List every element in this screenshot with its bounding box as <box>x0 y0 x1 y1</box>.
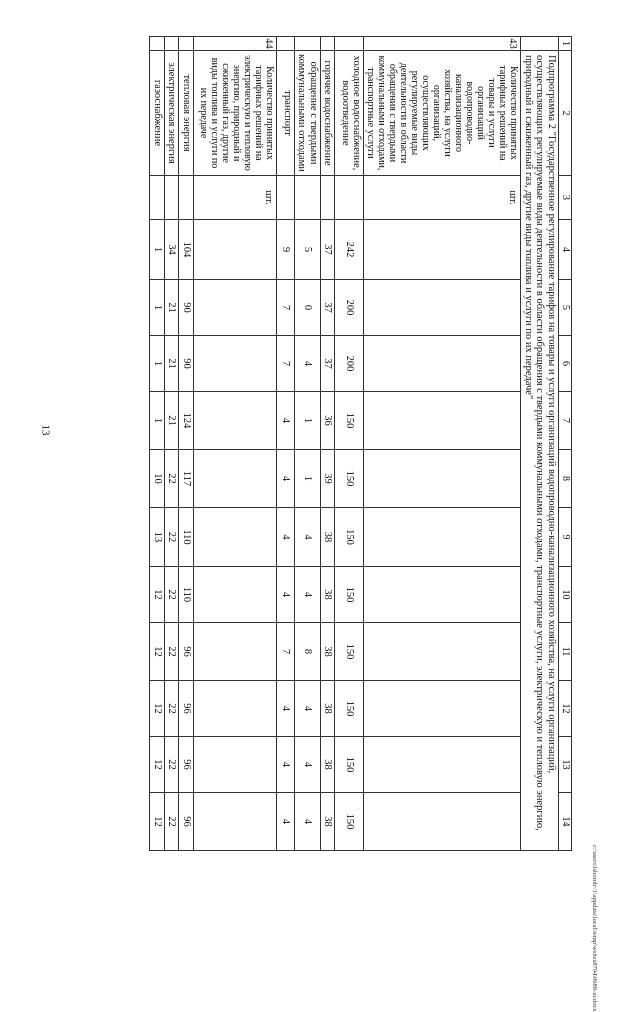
value-cell: 150 <box>335 737 364 793</box>
value-cell <box>364 220 521 280</box>
indicator-name-cell: газоснабжение <box>150 51 165 176</box>
table-row <box>165 37 180 851</box>
table-row <box>321 37 336 851</box>
unit-cell <box>165 176 180 220</box>
value-cell <box>194 450 277 508</box>
value-cell: 4 <box>295 567 321 623</box>
value-cell: 12 <box>150 567 165 623</box>
unit-cell <box>321 176 336 220</box>
value-cell: 7 <box>277 336 295 392</box>
footer-file-path: c:\users\lsboroh~1\appdata\local\temp\wsites8794\0688-ur.docx <box>591 845 598 1012</box>
value-cell: 38 <box>321 793 336 851</box>
header-cell: 8 <box>559 450 572 508</box>
value-cell: 4 <box>295 793 321 851</box>
value-cell: 117 <box>179 450 194 508</box>
unit-cell: шт. <box>364 176 521 220</box>
value-cell: 4 <box>277 392 295 450</box>
value-cell: 37 <box>321 336 336 392</box>
header-cell: 12 <box>559 681 572 737</box>
value-cell: 200 <box>335 280 364 336</box>
value-cell <box>364 681 521 737</box>
value-cell: 4 <box>295 737 321 793</box>
header-cell: 14 <box>559 793 572 851</box>
value-cell: 22 <box>165 450 180 508</box>
value-cell <box>194 567 277 623</box>
value-cell: 21 <box>165 336 180 392</box>
value-cell: 242 <box>335 220 364 280</box>
value-cell: 1 <box>150 392 165 450</box>
value-cell: 1 <box>150 336 165 392</box>
header-cell: 2 <box>559 51 572 176</box>
value-cell <box>194 793 277 851</box>
header-cell: 13 <box>559 737 572 793</box>
value-cell <box>194 392 277 450</box>
value-cell: 34 <box>165 220 180 280</box>
row-number-cell <box>179 37 194 51</box>
value-cell: 4 <box>277 737 295 793</box>
value-cell <box>194 280 277 336</box>
value-cell: 22 <box>165 793 180 851</box>
row-number-cell: 44 <box>194 37 277 51</box>
value-cell <box>194 336 277 392</box>
subprogram-title: Подпрограмма 2 "Государственное регулирование тарифов на товары и услуги организаций водопроводно-канализационного хозяйства, на услуги организаций, осуществляющих регулируемые виды деятельности в области обращения с твердыми коммунальными отходами, транспортные услуги, электрическую и тепловую энергию, природный и сжиженный газ, другие виды топлива и услуги по их передаче" <box>521 51 559 851</box>
indicator-name-cell: Количество принятых тарифных решений на электрическую и тепловую энергию, природный и сжиженный газ, другие виды топлива и услуги по их передаче <box>194 51 277 176</box>
header-cell: 7 <box>559 392 572 450</box>
table-row <box>277 37 295 851</box>
header-cell: 5 <box>559 280 572 336</box>
value-cell: 96 <box>179 623 194 681</box>
header-cell: 3 <box>559 176 572 220</box>
header-row <box>559 37 572 851</box>
value-cell <box>364 737 521 793</box>
value-cell: 22 <box>165 567 180 623</box>
row-number-cell: 43 <box>364 37 521 51</box>
value-cell: 96 <box>179 737 194 793</box>
value-cell: 21 <box>165 280 180 336</box>
value-cell: 10 <box>150 450 165 508</box>
value-cell: 12 <box>150 793 165 851</box>
value-cell: 150 <box>335 392 364 450</box>
value-cell: 90 <box>179 280 194 336</box>
unit-cell <box>335 176 364 220</box>
table-row <box>295 37 321 851</box>
value-cell: 37 <box>321 220 336 280</box>
value-cell: 12 <box>150 623 165 681</box>
value-cell: 150 <box>335 450 364 508</box>
table-row <box>194 37 277 851</box>
header-cell: 6 <box>559 336 572 392</box>
row-number-cell <box>277 37 295 51</box>
value-cell: 22 <box>165 508 180 567</box>
value-cell: 38 <box>321 567 336 623</box>
indicator-name-cell: транспорт <box>277 51 295 176</box>
indicator-name-cell: электрическая энергия <box>165 51 180 176</box>
value-cell <box>364 392 521 450</box>
indicator-name-cell: тепловая энергия <box>179 51 194 176</box>
value-cell: 96 <box>179 681 194 737</box>
value-cell: 124 <box>179 392 194 450</box>
value-cell: 5 <box>295 220 321 280</box>
value-cell: 4 <box>295 336 321 392</box>
value-cell: 38 <box>321 737 336 793</box>
value-cell: 150 <box>335 681 364 737</box>
value-cell: 150 <box>335 623 364 681</box>
value-cell: 150 <box>335 508 364 567</box>
value-cell: 37 <box>321 280 336 336</box>
value-cell: 4 <box>295 508 321 567</box>
value-cell: 150 <box>335 567 364 623</box>
value-cell: 96 <box>179 793 194 851</box>
indicators-table <box>150 36 573 851</box>
value-cell <box>194 737 277 793</box>
data-rows <box>150 37 521 851</box>
value-cell: 4 <box>277 508 295 567</box>
value-cell: 1 <box>150 220 165 280</box>
indicator-name-cell: Количество принятых тарифных решений на товары и услуги организаций водопроводно-канализационного хозяйства, на услуги организаций, осуществляющих регулируемые виды деятельности в области обращения с твердыми коммунальными отходами, транспортные услуги <box>364 51 521 176</box>
value-cell <box>364 793 521 851</box>
value-cell <box>194 508 277 567</box>
value-cell: 39 <box>321 450 336 508</box>
unit-cell: шт. <box>194 176 277 220</box>
value-cell: 0 <box>295 280 321 336</box>
value-cell: 4 <box>277 567 295 623</box>
value-cell: 4 <box>295 681 321 737</box>
header-cell: 9 <box>559 508 572 567</box>
value-cell: 22 <box>165 737 180 793</box>
value-cell: 8 <box>295 623 321 681</box>
value-cell: 7 <box>277 623 295 681</box>
row-number-cell <box>321 37 336 51</box>
value-cell <box>194 623 277 681</box>
value-cell: 104 <box>179 220 194 280</box>
value-cell: 9 <box>277 220 295 280</box>
value-cell: 13 <box>150 508 165 567</box>
value-cell: 38 <box>321 681 336 737</box>
value-cell <box>364 336 521 392</box>
value-cell: 12 <box>150 681 165 737</box>
value-cell: 22 <box>165 623 180 681</box>
value-cell <box>364 567 521 623</box>
value-cell <box>194 220 277 280</box>
table-row <box>150 37 165 851</box>
value-cell: 4 <box>277 681 295 737</box>
page-number: 13 <box>39 424 52 436</box>
indicator-name-cell: обращение с твердыми коммунальными отходами <box>295 51 321 176</box>
value-cell: 110 <box>179 508 194 567</box>
value-cell: 200 <box>335 336 364 392</box>
subprogram-row <box>521 37 559 851</box>
value-cell: 110 <box>179 567 194 623</box>
value-cell: 38 <box>321 623 336 681</box>
unit-cell <box>150 176 165 220</box>
value-cell <box>364 280 521 336</box>
value-cell: 21 <box>165 392 180 450</box>
header-cell: 1 <box>559 37 572 51</box>
value-cell <box>364 450 521 508</box>
value-cell: 1 <box>150 280 165 336</box>
row-number-cell <box>521 37 559 51</box>
indicator-name-cell: горячее водоснабжение <box>321 51 336 176</box>
value-cell <box>364 623 521 681</box>
row-number-cell <box>150 37 165 51</box>
value-cell: 7 <box>277 280 295 336</box>
unit-cell <box>295 176 321 220</box>
table-row <box>335 37 364 851</box>
table-row <box>364 37 521 851</box>
value-cell: 4 <box>277 793 295 851</box>
row-number-cell <box>335 37 364 51</box>
value-cell: 1 <box>295 392 321 450</box>
row-number-cell <box>295 37 321 51</box>
unit-cell <box>179 176 194 220</box>
value-cell: 12 <box>150 737 165 793</box>
value-cell: 1 <box>295 450 321 508</box>
header-cell: 10 <box>559 567 572 623</box>
unit-cell <box>277 176 295 220</box>
table-row <box>179 37 194 851</box>
header-cell: 11 <box>559 623 572 681</box>
value-cell <box>194 681 277 737</box>
value-cell: 36 <box>321 392 336 450</box>
value-cell: 22 <box>165 681 180 737</box>
indicator-name-cell: холодное водоснабжение, водоотведение <box>335 51 364 176</box>
header-cell: 4 <box>559 220 572 280</box>
row-number-cell <box>165 37 180 51</box>
value-cell: 150 <box>335 793 364 851</box>
value-cell: 38 <box>321 508 336 567</box>
value-cell: 90 <box>179 336 194 392</box>
value-cell <box>364 508 521 567</box>
value-cell: 4 <box>277 450 295 508</box>
